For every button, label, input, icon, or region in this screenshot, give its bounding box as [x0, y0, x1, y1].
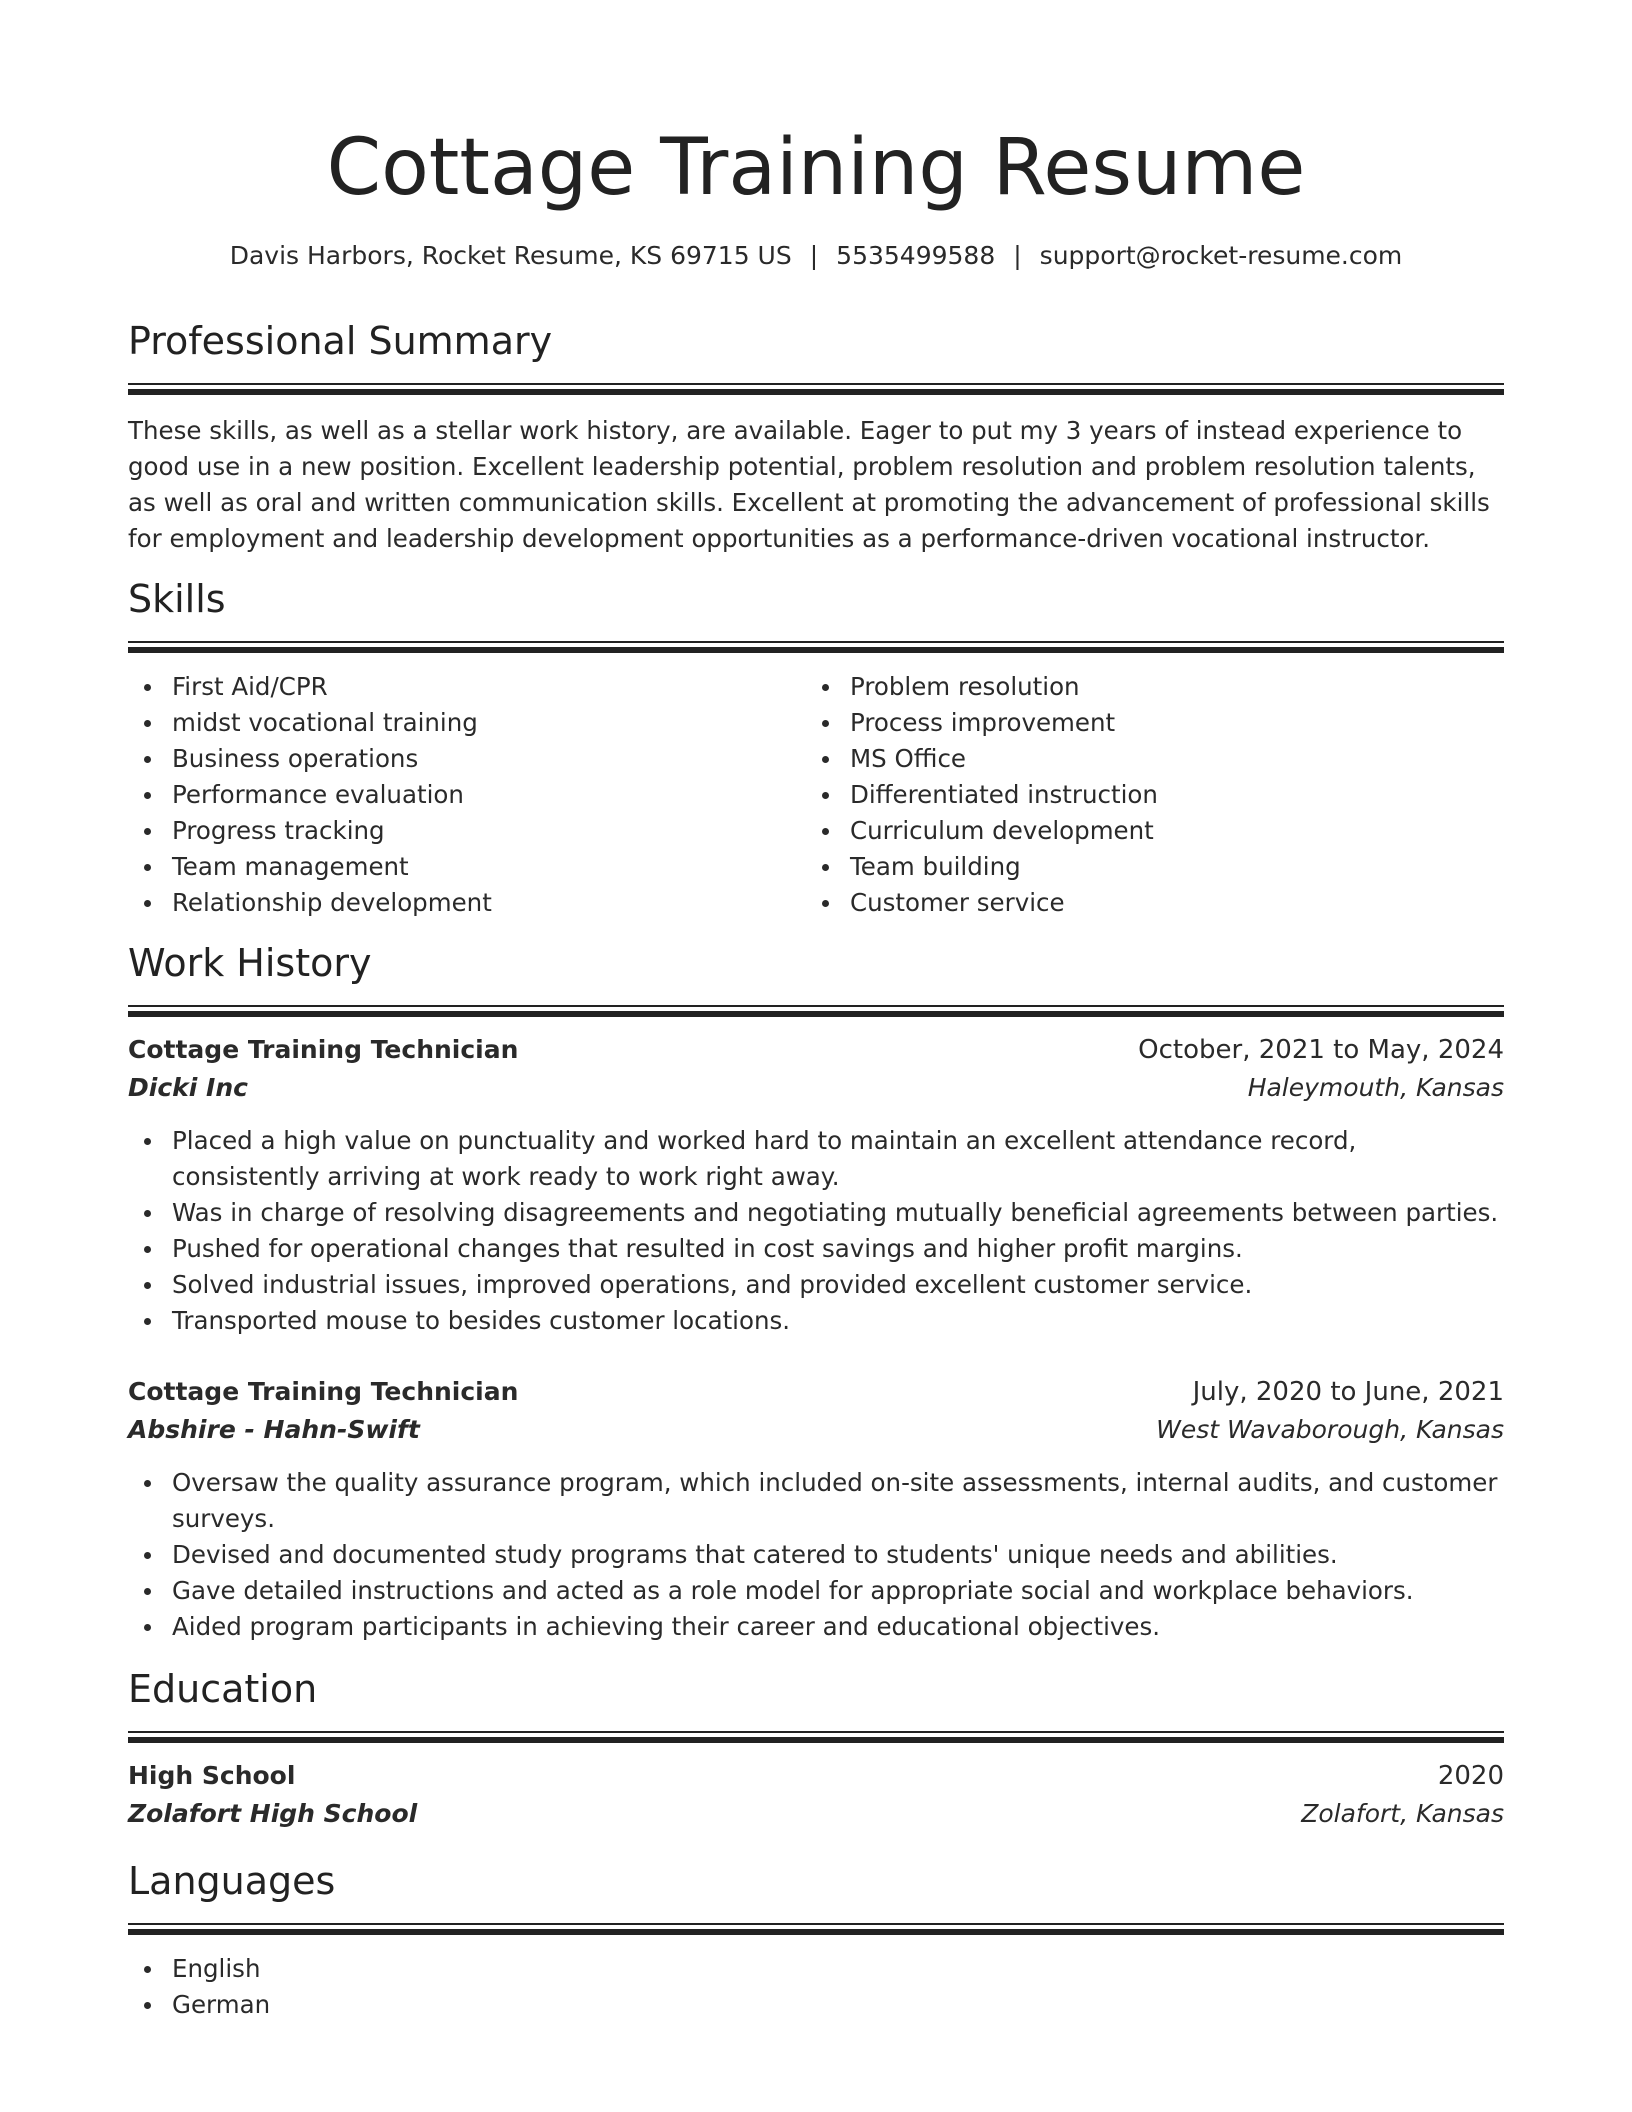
- section-divider: [128, 1005, 1504, 1017]
- job-bullets: [128, 1465, 1504, 1645]
- skill-item: Business operations: [128, 741, 806, 777]
- section-divider: [128, 1731, 1504, 1743]
- education-location: Zolafort, Kansas: [1301, 1799, 1504, 1828]
- contact-phone: 5535499588: [836, 241, 996, 270]
- section-divider: [128, 383, 1504, 395]
- summary-text: These skills, as well as a stellar work history, are available. Eager to put my 3 years of instead experience to good use in a new position. Excellent leadership potential, problem resolution and problem resolution talents, as well as oral and written communication skills. Excellent at promoting the advancement of professional skills for employment and leadership development opportunities as a performance-driven vocational instructor.: [128, 416, 1490, 553]
- skill-item: Team management: [128, 849, 806, 885]
- job-bullet: Solved industrial issues, improved operations, and provided excellent customer service.: [128, 1267, 1504, 1303]
- job-location: Haleymouth, Kansas: [1247, 1073, 1504, 1102]
- work-heading: Work History: [128, 941, 372, 985]
- job-bullet: Oversaw the quality assurance program, which included on-site assessments, internal audits, and customer surveys.: [128, 1465, 1504, 1537]
- skills-columns: [128, 669, 1504, 921]
- skills-list-right: [806, 669, 1484, 921]
- education-school: Zolafort High School: [128, 1799, 418, 1828]
- language-item: German: [128, 1987, 1504, 2023]
- job-bullets: [128, 1123, 1504, 1339]
- job-location: West Wavaborough, Kansas: [1156, 1415, 1504, 1444]
- job-company: Dicki Inc: [128, 1073, 248, 1102]
- education-entry: [128, 1757, 1504, 1833]
- job-dates: July, 2020 to June, 2021: [1192, 1377, 1504, 1407]
- skill-item: Customer service: [806, 885, 1484, 921]
- skills-section: [128, 574, 1504, 921]
- contact-email: support@rocket-resume.com: [1039, 241, 1403, 270]
- contact-separator: |: [1013, 241, 1022, 270]
- skill-item: Team building: [806, 849, 1484, 885]
- contact-line: [128, 238, 1504, 274]
- languages-heading: Languages: [128, 1859, 336, 1903]
- languages-list: [128, 1951, 1504, 2023]
- skills-list-left: [128, 669, 806, 921]
- job-title: Cottage Training Technician: [128, 1377, 519, 1406]
- skills-heading: Skills: [128, 577, 226, 621]
- skill-item: Process improvement: [806, 705, 1484, 741]
- languages-section: [128, 1856, 1504, 2023]
- skill-item: midst vocational training: [128, 705, 806, 741]
- education-degree: High School: [128, 1761, 296, 1790]
- skill-item: Problem resolution: [806, 669, 1484, 705]
- skill-item: Relationship development: [128, 885, 806, 921]
- contact-address: Davis Harbors, Rocket Resume, KS 69715 US: [229, 241, 792, 270]
- skill-item: First Aid/CPR: [128, 669, 806, 705]
- job-bullet: Was in charge of resolving disagreements and negotiating mutually beneficial agreements between parties.: [128, 1195, 1504, 1231]
- job-bullet: Aided program participants in achieving their career and educational objectives.: [128, 1609, 1504, 1645]
- job-company: Abshire - Hahn-Swift: [128, 1415, 420, 1444]
- education-section: [128, 1664, 1504, 1833]
- education-heading: Education: [128, 1667, 318, 1711]
- section-divider: [128, 641, 1504, 653]
- summary-section: [128, 316, 1504, 557]
- skill-item: Progress tracking: [128, 813, 806, 849]
- contact-separator: |: [809, 241, 819, 270]
- job-bullet: Devised and documented study programs that catered to students' unique needs and abilities.: [128, 1537, 1504, 1573]
- job-title: Cottage Training Technician: [128, 1035, 519, 1064]
- work-section: [128, 938, 1504, 1645]
- skill-item: Performance evaluation: [128, 777, 806, 813]
- summary-heading: Professional Summary: [128, 319, 553, 363]
- job-bullet: Placed a high value on punctuality and worked hard to maintain an excellent attendance record, consistently arriving at work ready to work right away.: [128, 1123, 1504, 1195]
- skill-item: Curriculum development: [806, 813, 1484, 849]
- job-entry: [128, 1031, 1504, 1339]
- job-bullet: Gave detailed instructions and acted as a role model for appropriate social and workplace behaviors.: [128, 1573, 1504, 1609]
- job-bullet: Transported mouse to besides customer locations.: [128, 1303, 1504, 1339]
- education-year: 2020: [1437, 1761, 1504, 1791]
- job-dates: October, 2021 to May, 2024: [1138, 1035, 1504, 1065]
- skill-item: Differentiated instruction: [806, 777, 1484, 813]
- job-entry: [128, 1373, 1504, 1645]
- resume-title: Cottage Training Resume: [326, 123, 1306, 213]
- skill-item: MS Office: [806, 741, 1484, 777]
- language-item: English: [128, 1951, 1504, 1987]
- job-bullet: Pushed for operational changes that resulted in cost savings and higher profit margins.: [128, 1231, 1504, 1267]
- section-divider: [128, 1923, 1504, 1935]
